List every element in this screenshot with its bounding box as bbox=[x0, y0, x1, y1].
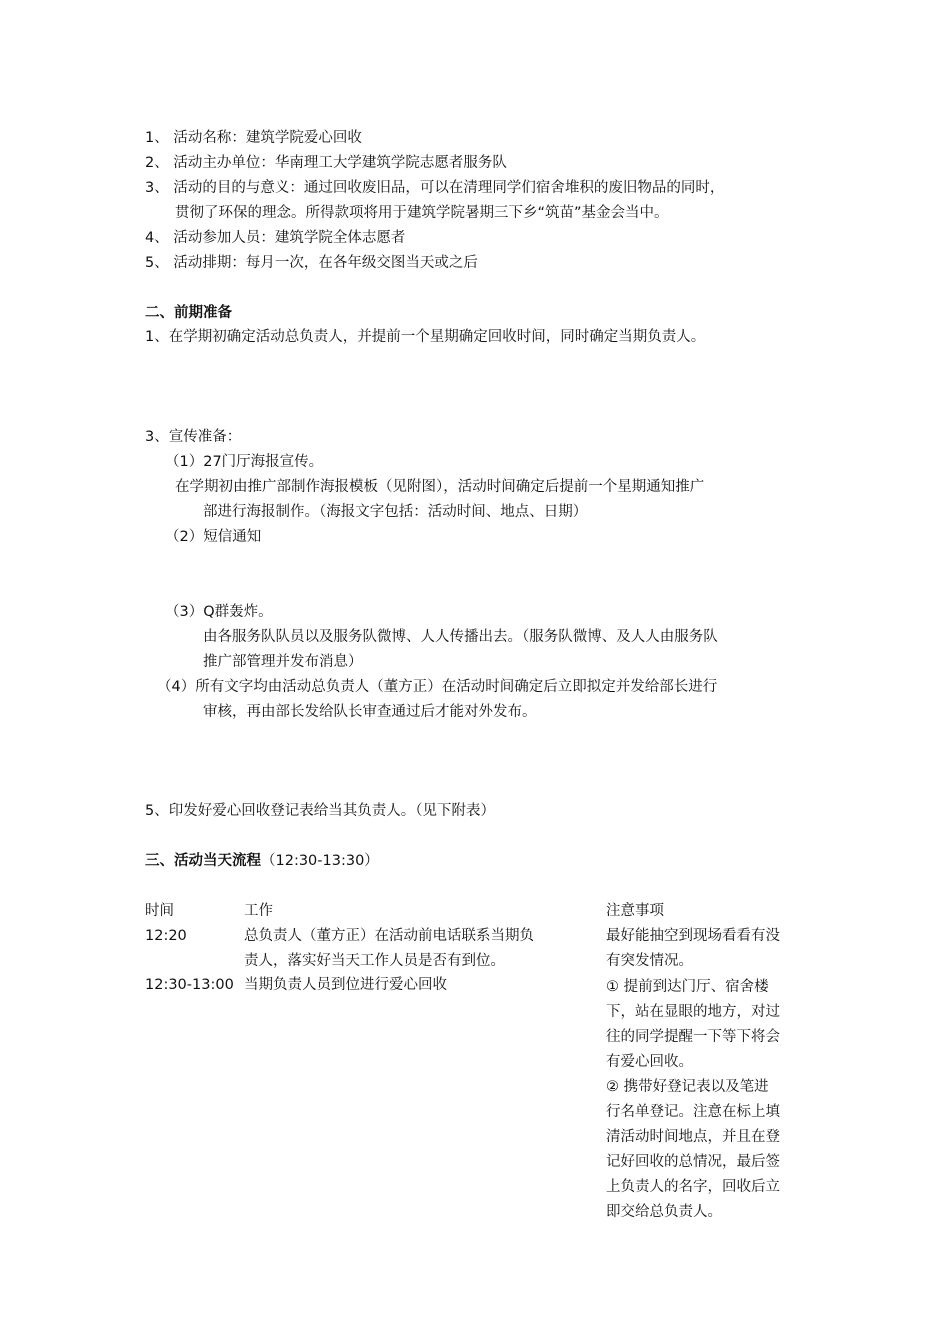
notes-line: ① 提前到达门厅、宿舍楼 bbox=[606, 979, 769, 995]
prep-item-5: 5、印发好爱心回收登记表给当其负责人。（见下附表） bbox=[145, 803, 495, 819]
prep-sub-2: （2）短信通知 bbox=[165, 529, 262, 545]
prep-sub-4: （4）所有文字均由活动总负责人（董方正）在活动时间确定后立即拟定并发给部长进行 bbox=[157, 679, 718, 695]
notes-line: ② 携带好登记表以及笔进 bbox=[606, 1079, 769, 1095]
work-line: 总负责人（董方正）在活动前电话联系当期负 bbox=[244, 928, 534, 944]
notes-line: 行名单登记。注意在标上填 bbox=[606, 1104, 780, 1120]
info-item bbox=[145, 228, 405, 248]
item-number: 5、 bbox=[145, 255, 169, 271]
prep-sub-1-desc: 在学期初由推广部制作海报模板（见附图），活动时间确定后提前一个星期通知推广 bbox=[175, 479, 705, 495]
table-header-time: 时间 bbox=[145, 903, 174, 919]
notes-line: 清活动时间地点，并且在登 bbox=[606, 1129, 780, 1145]
notes-line: 下，站在显眼的地方，对过 bbox=[606, 1004, 780, 1020]
prep-item-1: 1、在学期初确定活动总负责人，并提前一个星期确定回收时间，同时确定当期负责人。 bbox=[145, 329, 706, 345]
info-item bbox=[145, 178, 724, 198]
notes-line: 往的同学提醒一下等下将会 bbox=[606, 1029, 780, 1045]
table-cell-notes bbox=[606, 926, 780, 971]
section-heading-prep: 二、前期准备 bbox=[145, 305, 232, 321]
table-header-work: 工作 bbox=[244, 903, 273, 919]
prep-sub-3-desc: 由各服务队队员以及服务队微博、人人传播出去。（服务队微博、及人人由服务队 bbox=[203, 629, 718, 645]
section-heading-flow bbox=[145, 851, 379, 871]
item-number: 4、 bbox=[145, 230, 169, 246]
prep-sub-3: （3）Q群轰炸。 bbox=[165, 604, 273, 620]
item-number: 2、 bbox=[145, 155, 169, 171]
item-text: 活动参加人员：建筑学院全体志愿者 bbox=[173, 230, 406, 246]
notes-line: 有爱心回收。 bbox=[606, 1054, 693, 1070]
table-cell-time: 12:30-13:00 bbox=[145, 977, 234, 993]
item-text: 活动主办单位：华南理工大学建筑学院志愿者服务队 bbox=[173, 155, 507, 171]
prep-sub-1: （1）27门厅海报宣传。 bbox=[165, 454, 324, 470]
notes-line: 记好回收的总情况，最后签 bbox=[606, 1154, 780, 1170]
notes-line: 即交给总负责人。 bbox=[606, 1204, 722, 1220]
notes-line: 有突发情况。 bbox=[606, 953, 693, 969]
table-cell-work bbox=[244, 926, 534, 971]
item-text: 活动名称：建筑学院爱心回收 bbox=[173, 130, 362, 146]
flow-heading-text: 三、活动当天流程 bbox=[145, 853, 261, 869]
table-header-notes: 注意事项 bbox=[606, 903, 664, 919]
prep-sub-4-cont: 审核，再由部长发给队长审查通过后才能对外发布。 bbox=[203, 704, 537, 720]
work-line: 责人，落实好当天工作人员是否有到位。 bbox=[244, 953, 505, 969]
notes-line: 最好能抽空到现场看看有没 bbox=[606, 928, 780, 944]
item-text: 活动排期：每月一次，在各年级交图当天或之后 bbox=[173, 255, 478, 271]
info-item-continuation: 贯彻了环保的理念。所得款项将用于建筑学院暑期三下乡“筑苗”基金会当中。 bbox=[175, 205, 669, 221]
prep-sub-1-desc-cont: 部进行海报制作。（海报文字包括：活动时间、地点、日期） bbox=[203, 504, 588, 520]
item-number: 1、 bbox=[145, 130, 169, 146]
table-cell-time: 12:20 bbox=[145, 928, 187, 944]
table-cell-notes bbox=[606, 975, 780, 1225]
item-text: 活动的目的与意义：通过回收废旧品，可以在清理同学们宿舍堆积的废旧物品的同时， bbox=[173, 180, 725, 196]
table-cell-work: 当期负责人员到位进行爱心回收 bbox=[244, 977, 447, 993]
prep-item-3: 3、宣传准备： bbox=[145, 429, 242, 445]
info-item bbox=[145, 253, 478, 273]
notes-line: 上负责人的名字，回收后立 bbox=[606, 1179, 780, 1195]
prep-sub-3-desc-cont: 推广部管理并发布消息） bbox=[203, 654, 363, 670]
item-number: 3、 bbox=[145, 180, 169, 196]
info-item bbox=[145, 128, 362, 148]
info-item bbox=[145, 153, 507, 173]
flow-time-range: （12:30-13:30） bbox=[261, 853, 379, 869]
